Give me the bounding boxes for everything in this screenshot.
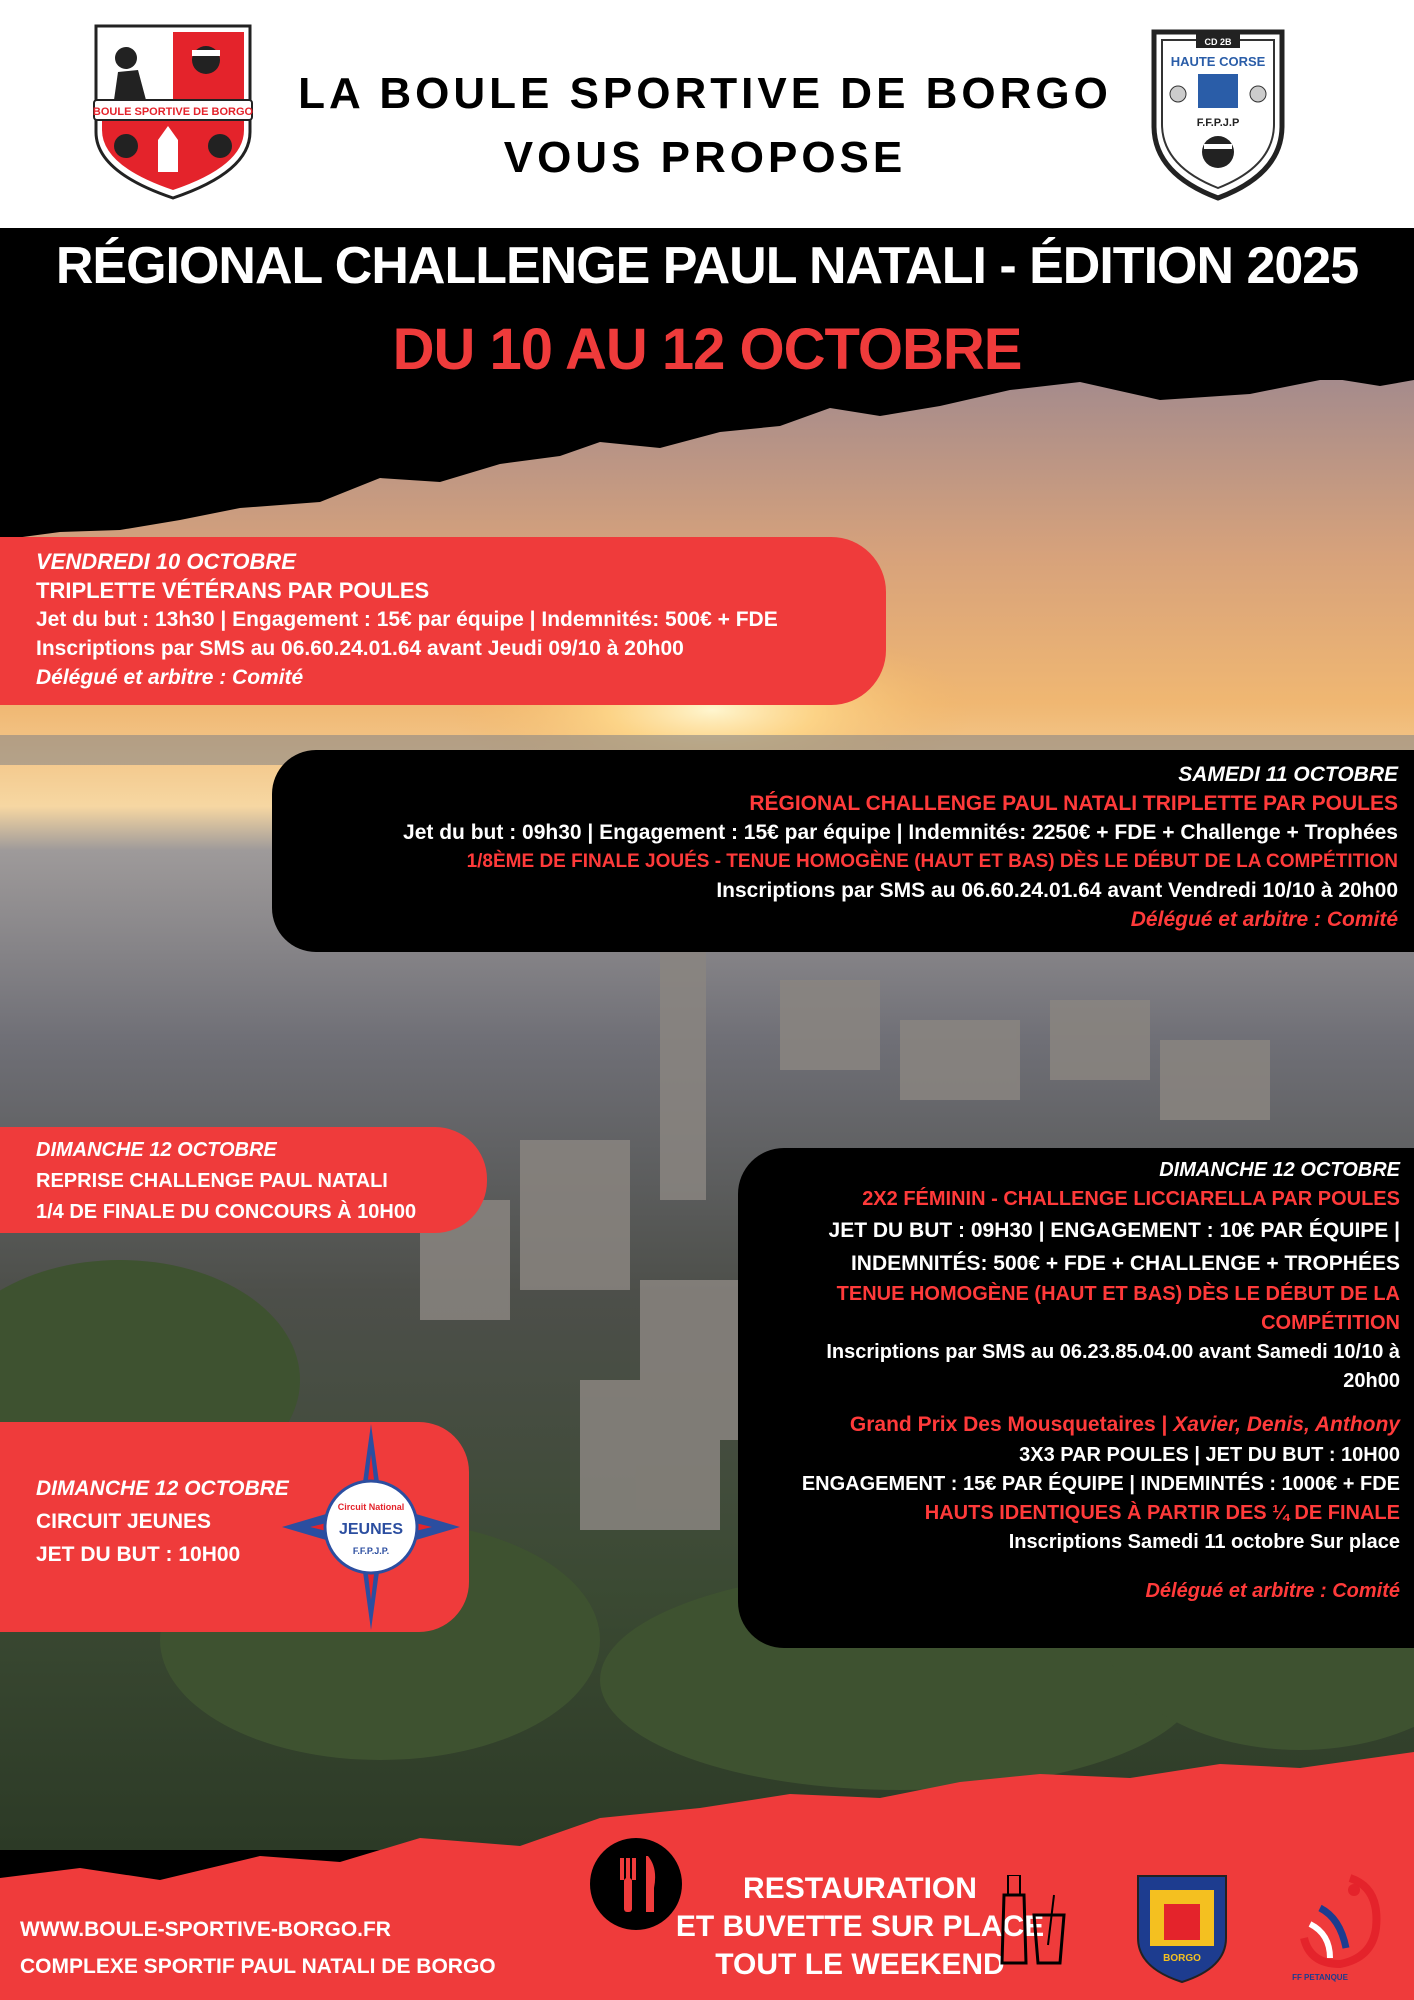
grand-prix-note: HAUTS IDENTIQUES À PARTIR DES ¼ DE FINALE (924, 1502, 1400, 1524)
sunday-feminine-note-1: TENUE HOMOGÈNE (HAUT ET BAS) DÈS LE DÉBUT DE LA (836, 1283, 1400, 1305)
friday-details: Jet du but : 13h30 | Engagement : 15€ par équipe | Indemnités: 500€ + FDE (36, 608, 778, 631)
catering-line3: TOUT LE WEEKEND (715, 1948, 1005, 1981)
svg-text:Circuit National: Circuit National (337, 1502, 405, 1512)
catering-line1: RESTAURATION (743, 1872, 977, 1905)
friday-event-box (0, 537, 886, 705)
svg-text:F.F.P.J.P: F.F.P.J.P (1196, 117, 1240, 129)
sunday-feminine-details-2: INDEMNITÉS: 500€ + FDE + CHALLENGE + TROPHÉES (850, 1252, 1400, 1275)
sunday-youth-line1: CIRCUIT JEUNES (36, 1510, 212, 1533)
ff-petanque-logo (1290, 1868, 1394, 1986)
venue-name: COMPLEXE SPORTIF PAUL NATALI DE BORGO (20, 1955, 496, 1978)
sunday-challenge-line2: 1/4 DE FINALE DU CONCOURS À 10H00 (36, 1201, 417, 1223)
svg-text:BOULE SPORTIVE DE BORGO: BOULE SPORTIVE DE BORGO (92, 106, 254, 118)
svg-text:CD 2B: CD 2B (1204, 37, 1232, 47)
header-title-line2: VOUS PROPOSE (503, 133, 907, 182)
circuit-national-jeunes-logo (282, 1424, 460, 1630)
borgo-town-logo (1128, 1868, 1236, 1986)
grand-prix-format: 3X3 PAR POULES | JET DU BUT : 10H00 (1019, 1444, 1400, 1466)
saturday-day: SAMEDI 11 OCTOBRE (1178, 763, 1398, 786)
grand-prix-details: ENGAGEMENT : 15€ PAR ÉQUIPE | INDEMINTÉS : 1000€ + FDE (801, 1473, 1400, 1495)
svg-text:HAUTE CORSE: HAUTE CORSE (1170, 54, 1266, 69)
svg-text:BORGO: BORGO (1163, 1953, 1201, 1964)
saturday-event-name: RÉGIONAL CHALLENGE PAUL NATALI TRIPLETTE PAR POULES (749, 792, 1398, 815)
friday-referee: Délégué et arbitre : Comité (36, 666, 304, 689)
event-dates: DU 10 AU 12 OCTOBRE (392, 317, 1022, 382)
sunday-youth-day: DIMANCHE 12 OCTOBRE (36, 1477, 289, 1500)
friday-day: VENDREDI 10 OCTOBRE (36, 549, 296, 574)
svg-text:FF PETANQUE: FF PETANQUE (1292, 1973, 1348, 1982)
saturday-note: 1/8ÈME DE FINALE JOUÉS - TENUE HOMOGÈNE (HAUT ET BAS) DÈS LE DÉBUT DE LA COMPÉTITION (466, 851, 1398, 872)
grand-prix-names: Xavier, Denis, Anthony (1173, 1413, 1400, 1436)
sunday-challenge-day: DIMANCHE 12 OCTOBRE (36, 1139, 277, 1161)
friday-registration: Inscriptions par SMS au 06.60.24.01.64 avant Jeudi 09/10 à 20h00 (36, 637, 684, 660)
boule-sportive-borgo-logo (88, 22, 258, 200)
grand-prix-registration: Inscriptions Samedi 11 octobre Sur place (1008, 1531, 1400, 1553)
drinks-icon (1000, 1875, 1070, 1965)
sunday-challenge-line1: REPRISE CHALLENGE PAUL NATALI (36, 1170, 388, 1192)
sunday-feminine-day: DIMANCHE 12 OCTOBRE (1159, 1159, 1400, 1181)
saturday-registration: Inscriptions par SMS au 06.60.24.01.64 avant Vendredi 10/10 à 20h00 (716, 879, 1398, 902)
friday-event-name: TRIPLETTE VÉTÉRANS PAR POULES (36, 578, 430, 603)
website-link[interactable]: WWW.BOULE-SPORTIVE-BORGO.FR (20, 1918, 391, 1941)
sunday-feminine-referee: Délégué et arbitre : Comité (1145, 1580, 1400, 1602)
cd2b-haute-corse-logo (1148, 26, 1288, 202)
sunday-challenge-box (0, 1127, 487, 1233)
sunday-feminine-box (738, 1148, 1414, 1648)
sunday-feminine-note-2: COMPÉTITION (1261, 1312, 1400, 1334)
torn-edge (0, 360, 1414, 560)
saturday-event-box (272, 750, 1414, 952)
svg-text:F.F.P.J.P.: F.F.P.J.P. (352, 1546, 390, 1556)
grand-prix-title (738, 1408, 1400, 1441)
header-title (270, 62, 1140, 190)
event-title: RÉGIONAL CHALLENGE PAUL NATALI - ÉDITION 2025 (55, 237, 1359, 295)
saturday-referee: Délégué et arbitre : Comité (1130, 908, 1398, 931)
sunday-feminine-name: 2X2 FÉMININ - CHALLENGE LICCIARELLA PAR POULES (862, 1188, 1400, 1210)
catering-line2: ET BUVETTE SUR PLACE (675, 1910, 1045, 1943)
header-title-line1: LA BOULE SPORTIVE DE BORGO (298, 69, 1112, 118)
svg-text:JEUNES: JEUNES (338, 1521, 404, 1538)
grand-prix-title-text: Grand Prix Des Mousquetaires | (849, 1413, 1174, 1436)
sunday-feminine-registration-1: Inscriptions par SMS au 06.23.85.04.00 avant Samedi 10/10 à (826, 1341, 1400, 1363)
sunday-feminine-details-1: JET DU BUT : 09H30 | ENGAGEMENT : 10€ PAR ÉQUIPE | (828, 1219, 1400, 1242)
sunday-youth-line2: JET DU BUT : 10H00 (36, 1543, 241, 1566)
sunday-feminine-registration-2: 20h00 (1343, 1370, 1400, 1392)
saturday-details: Jet du but : 09h30 | Engagement : 15€ par équipe | Indemnités: 2250€ + FDE + Challenge + Trophées (403, 821, 1398, 844)
